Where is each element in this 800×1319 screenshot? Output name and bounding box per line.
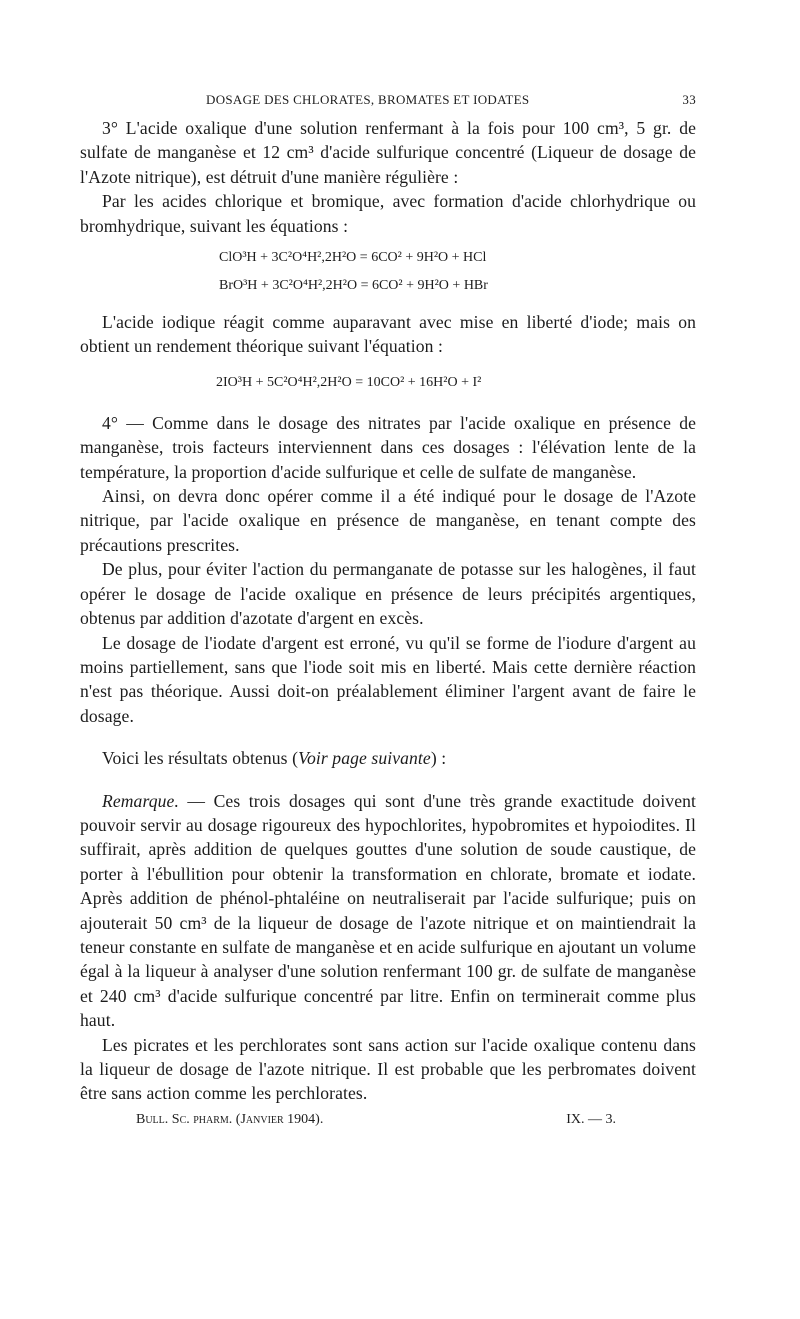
paragraph-iodic: L'acide iodique réagit comme auparavant avec mise en liberté d'iode; mais on obtient un rendement théorique suivant l'équation : — [80, 312, 696, 357]
results-text: Voici les résultats obtenus ( — [102, 748, 299, 769]
remarque-label: Remarque. — [102, 790, 179, 811]
equation-chloric: ClO³H + 3C²O⁴H²,2H²O = 6CO² + 9H²O + HCl — [219, 250, 487, 266]
paragraph-4: 4° — Comme dans le dosage des nitrates par l'acide oxalique en présence de manganèse, trois facteurs interviennent dans ces dosages : l'élévation lente de la température, la proportion d'acide sulfurique et celle de sulfate de manganèse. — [80, 412, 696, 482]
results-ref: Voir page suivante — [298, 748, 431, 769]
results-tail: ) : — [430, 748, 447, 769]
paragraph-3: 3° L'acide oxalique d'une solution renfermant à la fois pour 100 cm³, 5 gr. de sulfate de manganèse et 12 cm³ d'acide sulfurique concentré (Liqueur de dosage de l'Azote nitrique), est détruit d'une manière régulière : — [80, 118, 696, 187]
paragraph-results — [80, 746, 696, 770]
footer — [80, 1112, 696, 1128]
footer-citation: Bull. Sc. pharm. (Janvier 1904). — [136, 1111, 324, 1127]
page — [80, 92, 696, 1128]
running-header — [80, 92, 696, 108]
paragraph-iodate: Le dosage de l'iodate d'argent est erroné, vu qu'il se forme de l'iodure d'argent au moins partiellement, sans que l'iode soit mis en liberté. Mais cette dernière réaction n'est pas théorique. Aussi doit-on préalablement éliminer l'argent avant de faire le dosage. — [80, 632, 696, 726]
paragraph-de-plus: De plus, pour éviter l'action du permanganate de potasse sur les halogènes, il faut opérer le dosage de l'acide oxalique en présence de leurs précipités argentiques, obtenus par addition d'azotate d'argent en excès. — [80, 559, 696, 629]
footer-signature: IX. — 3. — [566, 1111, 616, 1127]
paragraph-chloric-bromic: Par les acides chlorique et bromique, avec formation d'acide chlorhydrique ou bromhydrique, suivant les équations : — [80, 191, 696, 236]
equation-block-iodic — [80, 373, 696, 393]
equation-iodic: 2IO³H + 5C²O⁴H²,2H²O = 10CO² + 16H²O + I² — [216, 374, 482, 390]
paragraph-remarque — [80, 789, 696, 1033]
equation-bromic: BrO³H + 3C²O⁴H²,2H²O = 6CO² + 9H²O + HBr — [219, 278, 488, 294]
running-title: DOSAGE DES CHLORATES, BROMATES ET IODATES — [206, 92, 530, 107]
paragraph-picrates: Les picrates et les perchlorates sont sans action sur l'acide oxalique contenu dans la liqueur de dosage de l'azote nitrique. Il est probable que les perbromates doivent être sans action comme les perchlorates. — [80, 1034, 696, 1104]
remarque-text: — Ces trois dosages qui sont d'une très grande exactitude doivent pouvoir servir au dosage rigoureux des hypochlorites, hypobromites et hypoiodites. Il suffirait, après addition de quelques gouttes d'une solution de soude caustique, de porter à l'ébullition pour obtenir la transformation en chlorate, bromate et iodate. Après addition de phénol-phtaléine on neutraliserait par l'acide sulfurique; puis on ajouterait 50 cm³ de la liqueur de dosage de l'azote nitrique et on maintiendrait la teneur constante en sulfate de manganèse et en acide sulfurique en ajoutant un volume égal à la liqueur à analyser d'une solution renfermant 100 gr. de sulfate de manganèse et 240 cm³ d'acide sulfurique concentré par litre. Enfin on terminerait comme plus haut. — [80, 790, 696, 1031]
page-number: 33 — [682, 92, 696, 107]
equation-block-chloric-bromic — [80, 248, 696, 296]
paragraph-ainsi: Ainsi, on devra donc opérer comme il a été indiqué pour le dosage de l'Azote nitrique, par l'acide oxalique en présence de manganèse, en tenant compte des précautions prescrites. — [80, 486, 696, 555]
